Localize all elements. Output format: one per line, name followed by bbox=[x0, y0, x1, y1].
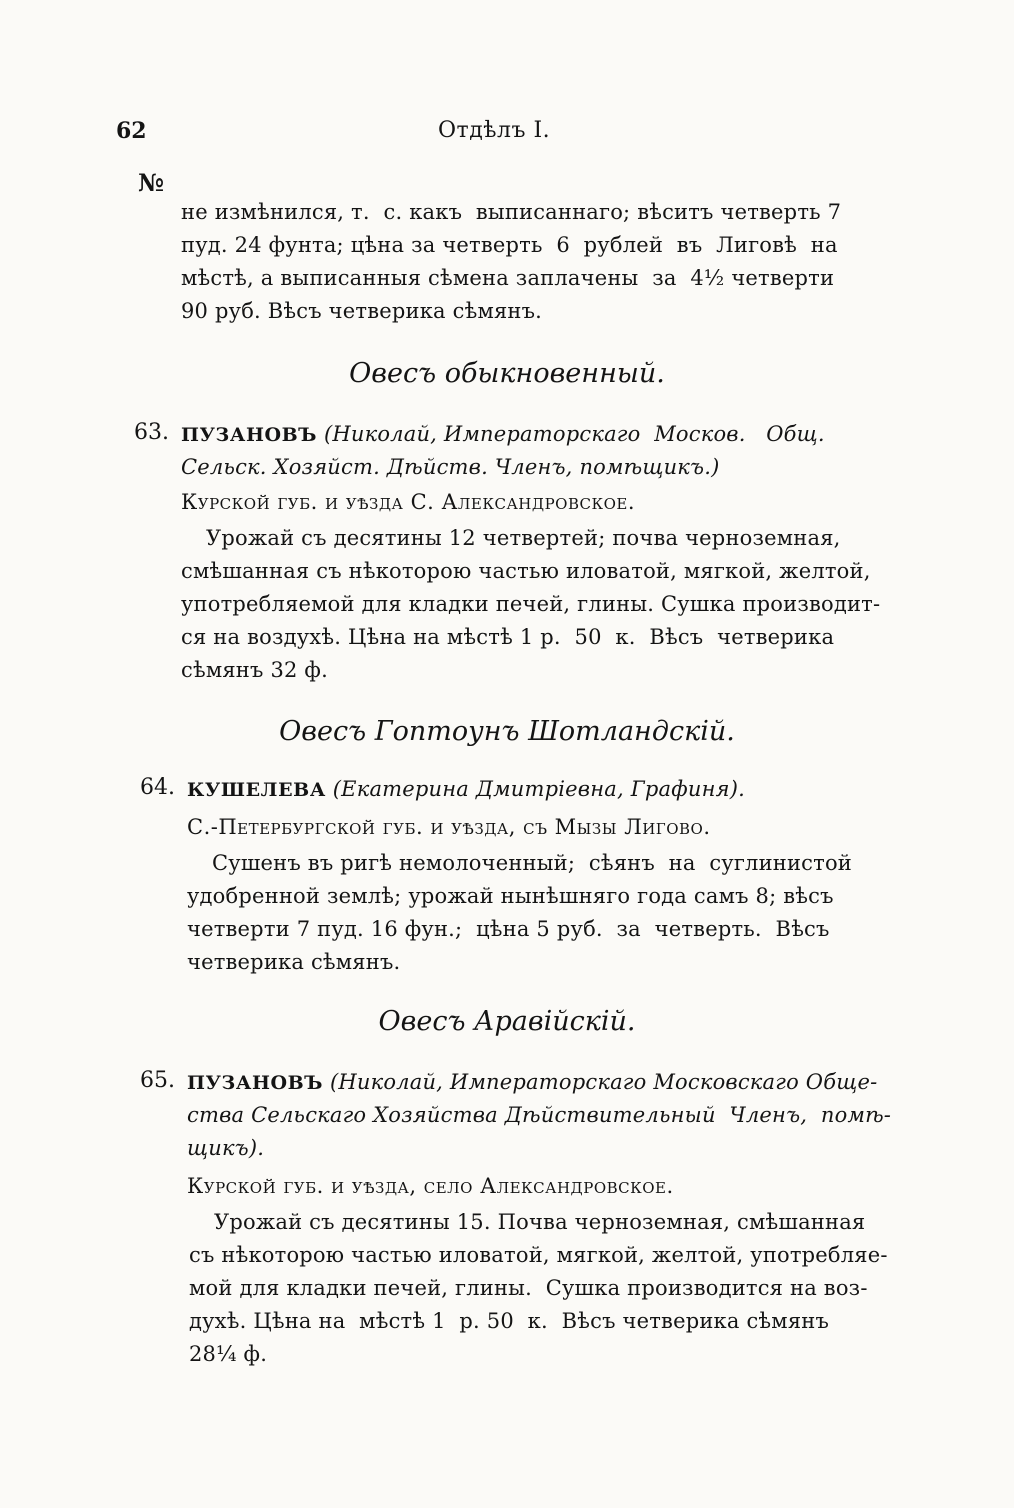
entry-title-63 bbox=[181, 418, 825, 452]
entry-number-63: 63. bbox=[134, 420, 169, 445]
exhibitor-name: ПУЗАНОВЪ bbox=[187, 1072, 324, 1094]
entry-title-65-cont: ства Сельскаго Хозяйства Дѣйствительный Членъ, помѣ- bbox=[187, 1103, 892, 1127]
section-heading-2: Овесъ Гоптоунъ Шотландскій. bbox=[279, 716, 735, 747]
entry-location-65: Курской губ. и уѣзда, село Александровское. bbox=[187, 1174, 674, 1198]
entry-title-64 bbox=[187, 773, 745, 807]
exhibitor-name: КУШЕЛЕВА bbox=[187, 779, 326, 801]
entry-title-65 bbox=[187, 1066, 877, 1100]
entry-body-64-line-4: четверика сѣмянъ. bbox=[187, 950, 401, 974]
entry-title-63-cont: Сельск. Хозяйст. Дѣйств. Членъ, помѣщикъ.) bbox=[181, 455, 720, 479]
entry-number-65: 65. bbox=[140, 1068, 175, 1093]
entry-body-63-line-2: смѣшанная съ нѣкоторою частью иловатой, мягкой, желтой, bbox=[181, 559, 871, 583]
entry-title-65-cont2: щикъ). bbox=[187, 1136, 265, 1160]
entry-location-63: Курской губ. и уѣзда С. Александровское. bbox=[181, 490, 635, 514]
intro-line-4: 90 руб. Вѣсъ четверика сѣмянъ. bbox=[181, 299, 543, 323]
entry-body-65-line-3: мой для кладки печей, глины. Сушка производится на воз- bbox=[189, 1276, 868, 1300]
entry-body-65-line-1: Урожай съ десятины 15. Почва черноземная, смѣшанная bbox=[214, 1210, 866, 1234]
entry-body-64-line-1: Сушенъ въ ригѣ немолоченный; сѣянъ на суглинистой bbox=[212, 851, 852, 875]
exhibitor-title: (Николай, Императорскаго Москов. Общ. bbox=[317, 422, 825, 446]
entry-body-65-line-4: духѣ. Цѣна на мѣстѣ 1 р. 50 к. Вѣсъ четверика сѣмянъ bbox=[189, 1309, 830, 1333]
number-sign: № bbox=[138, 168, 165, 197]
exhibitor-title: (Николай, Императорскаго Московскаго Обще- bbox=[323, 1070, 878, 1094]
intro-line-1: не измѣнился, т. с. какъ выписаннаго; вѣситъ четверть 7 bbox=[181, 200, 842, 224]
page-number: 62 bbox=[116, 118, 147, 144]
exhibitor-title: (Екатерина Дмитріевна, Графиня). bbox=[325, 777, 745, 801]
section-heading-1: Овесъ обыкновенный. bbox=[349, 358, 665, 389]
section-title: Отдѣлъ I. bbox=[438, 118, 551, 143]
entry-body-63-line-1: Урожай съ десятины 12 четвертей; почва черноземная, bbox=[206, 526, 841, 550]
entry-body-63-line-4: ся на воздухѣ. Цѣна на мѣстѣ 1 р. 50 к. Вѣсъ четверика bbox=[181, 625, 835, 649]
entry-body-65-line-2: съ нѣкоторою частью иловатой, мягкой, желтой, употребляе- bbox=[189, 1243, 888, 1267]
exhibitor-name: ПУЗАНОВЪ bbox=[181, 424, 318, 446]
intro-line-2: пуд. 24 фунта; цѣна за четверть 6 рублей въ Лиговѣ на bbox=[181, 233, 838, 257]
entry-body-64-line-2: удобренной землѣ; урожай нынѣшняго года самъ 8; вѣсъ bbox=[187, 884, 834, 908]
entry-location-64: С.-Петербургской губ. и уѣзда, съ Мызы Лигово. bbox=[187, 815, 711, 839]
intro-line-3: мѣстѣ, а выписанныя сѣмена заплачены за 4½ четверти bbox=[181, 266, 835, 290]
entry-body-63-line-3: употребляемой для кладки печей, глины. Сушка производит- bbox=[181, 592, 881, 616]
entry-number-64: 64. bbox=[140, 775, 175, 800]
entry-body-65-line-5: 28¼ ф. bbox=[189, 1342, 268, 1366]
entry-body-64-line-3: четверти 7 пуд. 16 фун.; цѣна 5 руб. за четверть. Вѣсъ bbox=[187, 917, 830, 941]
section-heading-3: Овесъ Аравійскій. bbox=[378, 1006, 636, 1037]
entry-body-63-line-5: сѣмянъ 32 ф. bbox=[181, 658, 328, 682]
